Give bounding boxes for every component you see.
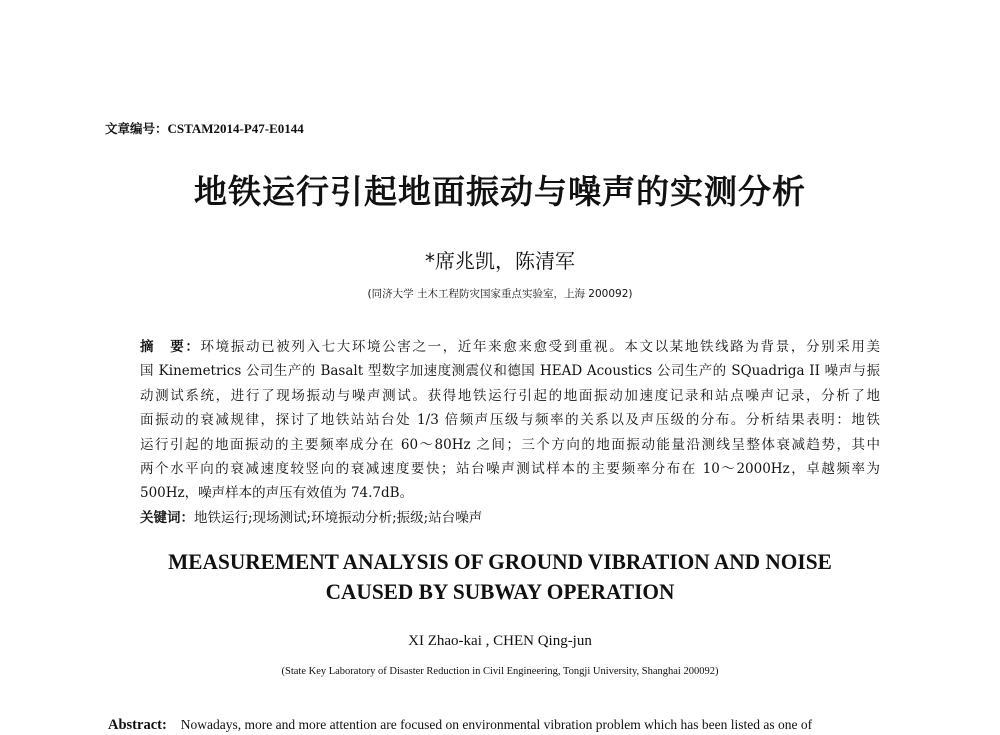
abstract-line: 500Hz，噪声样本的声压有效值为 74.7dB。 [140,485,414,502]
abstract-line: 两个水平向的衰减速度较竖向的衰减速度要快；站台噪声测试样本的主要频率分布在 10～2000Hz，卓越频率为 [140,460,880,477]
abstract-line: 面振动的衰减规律，探讨了地铁站站台处 1/3 倍频声压级与频率的关系以及声压级的分布。分析结果表明：地铁 [140,412,880,429]
chinese-abstract [140,335,880,530]
chinese-authors: *席兆凯，陈清军 [425,249,575,273]
chinese-title: 地铁运行引起地面振动与噪声的实测分析 [194,172,806,211]
abstract-line: 国 Kinemetrics 公司生产的 Basalt 型数字加速度测震仪和德国 HEAD Acoustics 公司生产的 SQuadriga II 噪声与振 [140,363,880,380]
english-abstract-text: Nowadays, more and more attention are focused on environmental vibration problem which has been listed as one of [180,717,813,732]
keywords-label: 关键词： [140,509,194,526]
english-affiliation: (State Key Laboratory of Disaster Reduction in Civil Engineering, Tongji University, Shanghai 200092) [281,666,719,677]
english-title-line: CAUSED BY SUBWAY OPERATION [325,579,675,604]
abstract-line: 摘 要：环境振动已被列入七大环境公害之一，近年来愈来愈受到重视。本文以某地铁线路为背景，分别采用美 [140,339,881,355]
abstract-label: 摘 要： [140,339,201,355]
abstract-line: 动测试系统，进行了现场振动与噪声测试。获得地铁运行引起的地面振动加速度记录和站点噪声记录，分析了地 [140,387,880,404]
english-abstract-label: Abstract: [108,717,167,733]
article-number-value: CSTAM2014-P47-E0144 [167,121,304,136]
chinese-affiliation: (同济大学 土木工程防灾国家重点实验室，上海 200092) [367,288,633,300]
article-number [105,119,304,137]
keywords-value: 地铁运行;现场测试;环境振动分析;振级;站台噪声 [194,509,483,526]
article-number-label: 文章编号： [105,121,168,136]
english-authors: XI Zhao-kai , CHEN Qing-jun [408,633,592,649]
english-abstract [108,717,918,734]
english-title-line: MEASUREMENT ANALYSIS OF GROUND VIBRATION AND NOISE [168,549,832,574]
abstract-line: 运行引起的地面振动的主要频率成分在 60～80Hz 之间；三个方向的地面振动能量沿测线呈整体衰减趋势，其中 [140,436,880,453]
english-title [15,547,985,607]
keywords [140,506,880,530]
